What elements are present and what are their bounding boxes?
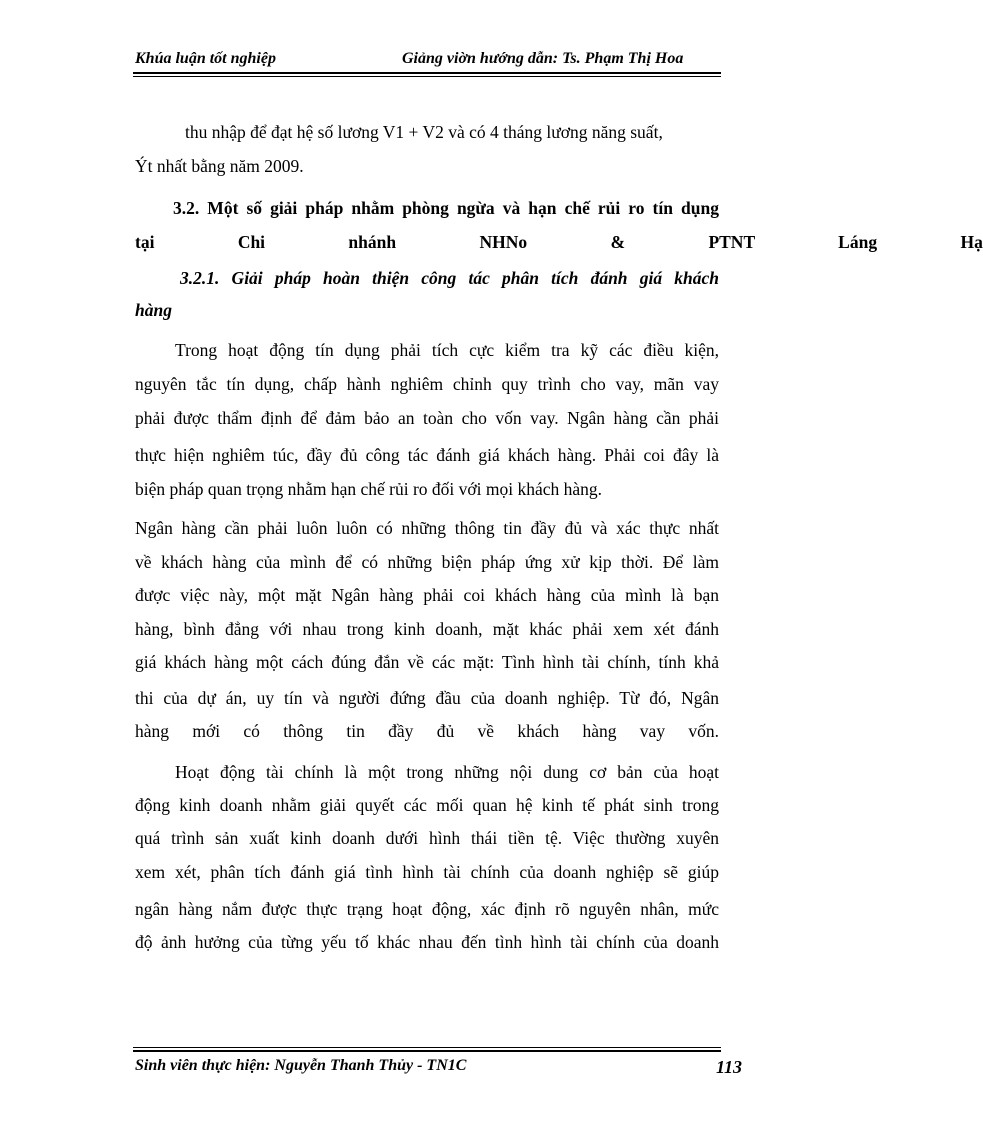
paragraph-line: Ýt nhất bằng năm 2009. <box>135 156 304 176</box>
paragraph-line: giá khách hàng một cách đúng đắn về các mặt: Tình hình tài chính, tính khả <box>135 652 719 672</box>
paragraph-line: phải được thẩm định để đảm bảo an toàn cho vốn vay. Ngân hàng cần phải <box>135 408 719 428</box>
paragraph-line: động kinh doanh nhằm giải quyết các mối quan hệ kinh tế phát sinh trong <box>135 795 719 815</box>
paragraph-line: thu nhập để đạt hệ số lương V1 + V2 và có 4 tháng lương năng suất, <box>185 122 663 142</box>
footer-rule-thin <box>133 1047 721 1048</box>
paragraph-line: Ngân hàng cần phải luôn luôn có những thông tin đầy đủ và xác thực nhất <box>135 518 719 538</box>
paragraph-line: nguyên tắc tín dụng, chấp hành nghiêm chỉnh quy trình cho vay, mãn vay <box>135 374 719 394</box>
paragraph-line: Hoạt động tài chính là một trong những nội dung cơ bản của hoạt <box>175 762 719 782</box>
paragraph-line: được việc này, một mặt Ngân hàng phải coi khách hàng của mình là bạn <box>135 585 719 605</box>
footer-student: Sinh viên thực hiện: Nguyễn Thanh Thủy - TN1C <box>135 1057 467 1074</box>
paragraph-line: về khách hàng của mình để có những biện pháp ứng xử kịp thời. Để làm <box>135 552 719 572</box>
footer-rule <box>133 1050 721 1052</box>
section-heading: 3.2. Một số giải pháp nhằm phòng ngừa và hạn chế rủi ro tín dụng <box>173 198 719 218</box>
header-rule-thin <box>133 76 721 77</box>
paragraph-line: thực hiện nghiêm túc, đầy đủ công tác đánh giá khách hàng. Phải coi đây là <box>135 445 719 465</box>
header-rule <box>133 72 721 74</box>
header-supervisor: Giảng viờn hướng dẫn: Ts. Phạm Thị Hoa <box>402 50 684 67</box>
subsection-heading: 3.2.1. Giải pháp hoàn thiện công tác phân tích đánh giá khách <box>180 268 719 288</box>
page-number: 113 <box>716 1057 743 1077</box>
paragraph-line: biện pháp quan trọng nhằm hạn chế rủi ro đối với mọi khách hàng. <box>135 479 603 499</box>
section-heading-cont: tại Chi nhánh NHNo & PTNT Láng Hạ <box>135 232 983 252</box>
paragraph-line: ngân hàng nắm được thực trạng hoạt động, xác định rõ nguyên nhân, mức <box>135 899 719 919</box>
subsection-heading-cont: hàng <box>135 300 172 320</box>
paragraph-line: xem xét, phân tích đánh giá tình hình tài chính của doanh nghiệp sẽ giúp <box>135 862 719 882</box>
paragraph-line: độ ảnh hưởng của từng yếu tố khác nhau đến tình hình tài chính của doanh <box>135 932 719 952</box>
paragraph-line: hàng mới có thông tin đầy đủ về khách hàng vay vốn. <box>135 721 719 741</box>
paragraph-line: thi của dự án, uy tín và người đứng đầu của doanh nghiệp. Từ đó, Ngân <box>135 688 719 708</box>
paragraph-line: Trong hoạt động tín dụng phải tích cực kiểm tra kỹ các điều kiện, <box>175 340 719 360</box>
header-thesis-title: Khúa luận tốt nghiệp <box>135 50 276 67</box>
paragraph-line: hàng, bình đẳng với nhau trong kinh doanh, mặt khác phải xem xét đánh <box>135 619 719 639</box>
paragraph-line: quá trình sản xuất kinh doanh dưới hình thái tiền tệ. Việc thường xuyên <box>135 828 719 848</box>
